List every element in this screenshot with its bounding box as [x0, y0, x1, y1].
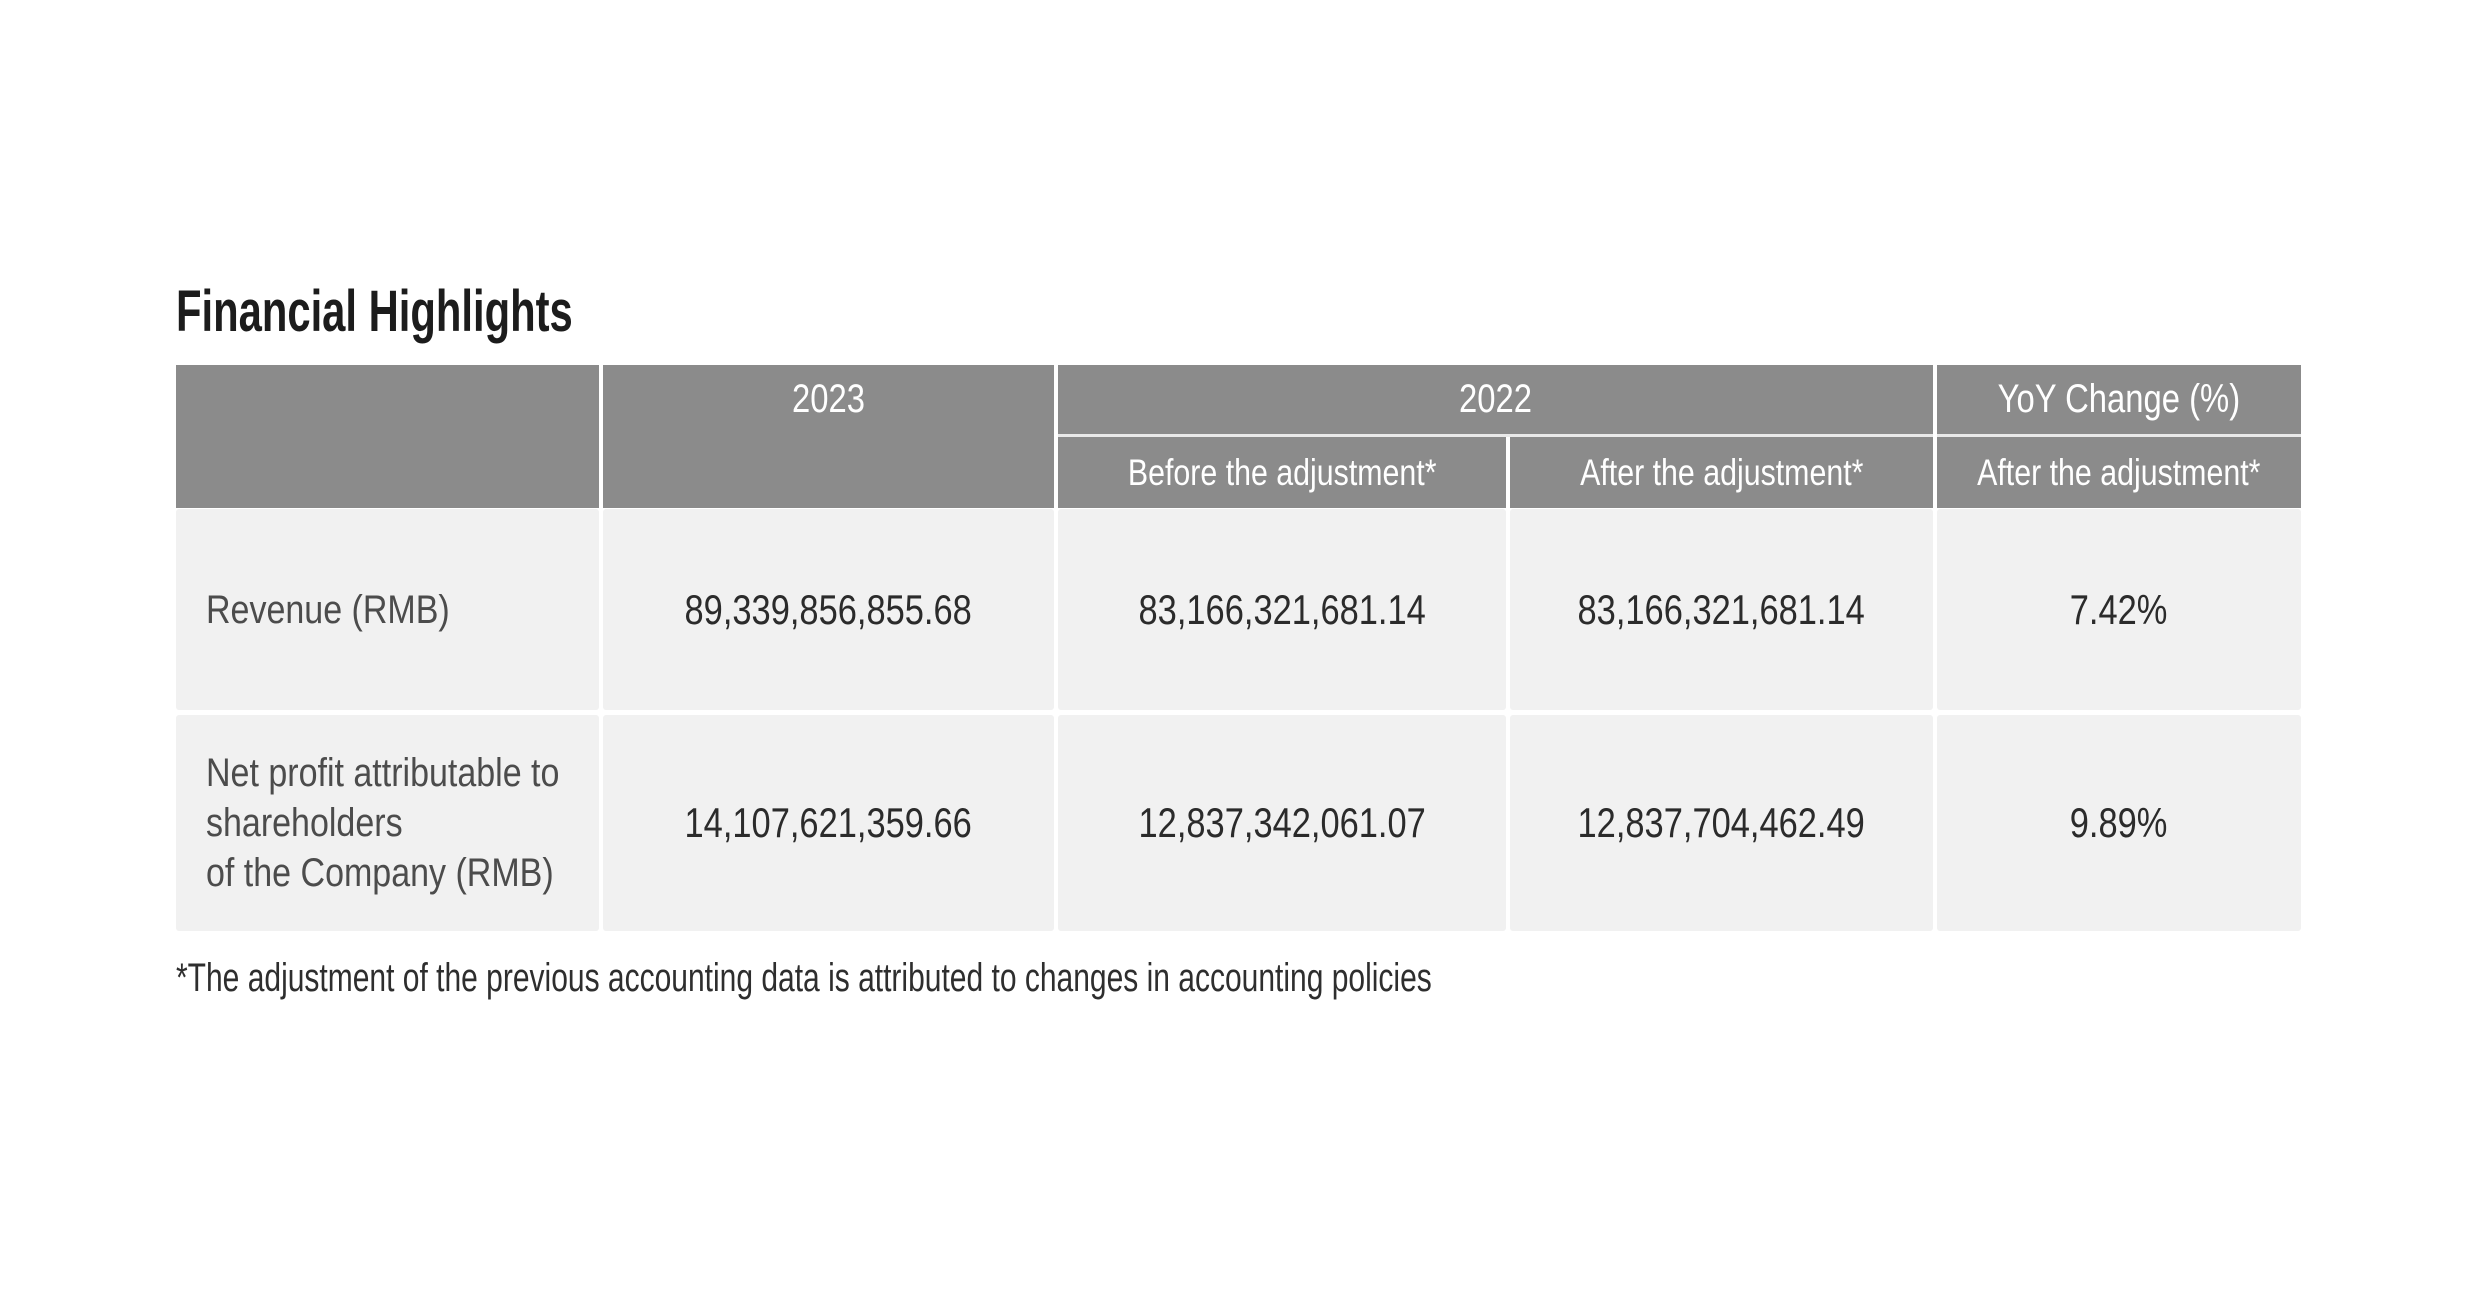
subheader-before-adjustment-cell — [1058, 437, 1506, 508]
header-yoy-change-cell — [1937, 365, 2301, 434]
revenue-2022-before-value: 83,166,321,681.14 — [1138, 585, 1426, 633]
header-2022-cell — [1058, 365, 1933, 434]
net-profit-label-line-3: of the Company (RMB) — [206, 851, 554, 895]
header-empty-cell — [176, 365, 599, 508]
net-profit-row-label — [206, 748, 559, 898]
footnote-text: *The adjustment of the previous accounting data is attributed to changes in accounting policies — [176, 956, 1432, 1000]
page-title-text: Financial Highlights — [176, 279, 573, 344]
revenue-row-label: Revenue (RMB) — [206, 587, 450, 632]
header-2023-cell — [603, 365, 1054, 508]
net-profit-label-line-2: shareholders — [206, 801, 403, 845]
revenue-row-label-cell — [176, 509, 599, 710]
subheader-after-adjustment-cell — [1510, 437, 1933, 508]
subheader-yoy-after-adjustment-label: After the adjustment* — [1977, 451, 2261, 493]
revenue-2022-after-value-cell — [1510, 509, 1933, 710]
table-header — [176, 365, 2301, 508]
page-title — [176, 279, 727, 344]
table-row-net-profit — [176, 715, 2301, 931]
revenue-2023-value-cell — [603, 509, 1054, 710]
net-profit-2022-after-value: 12,837,704,462.49 — [1577, 799, 1866, 846]
revenue-2022-before-value-cell — [1058, 509, 1506, 710]
table-row-revenue — [176, 509, 2301, 710]
revenue-yoy-change-value: 7.42% — [2070, 585, 2168, 633]
financial-highlights-table — [176, 365, 2301, 931]
subheader-yoy-after-adjustment-cell — [1937, 437, 2301, 508]
subheader-after-adjustment-label: After the adjustment* — [1579, 451, 1864, 493]
header-2023-label: 2023 — [792, 377, 865, 421]
net-profit-2022-before-value: 12,837,342,061.07 — [1138, 799, 1426, 846]
net-profit-yoy-change-cell — [1937, 715, 2301, 931]
net-profit-2022-after-value-cell — [1510, 715, 1933, 931]
net-profit-2023-value-cell — [603, 715, 1054, 931]
revenue-yoy-change-cell — [1937, 509, 2301, 710]
header-2023-slot — [603, 365, 1054, 434]
net-profit-2023-value: 14,107,621,359.66 — [684, 799, 973, 846]
net-profit-yoy-change-value: 9.89% — [2070, 799, 2168, 846]
net-profit-label-line-1: Net profit attributable to — [206, 751, 560, 795]
net-profit-row-label-cell — [176, 715, 599, 931]
header-2022-label: 2022 — [1459, 377, 1532, 421]
revenue-2023-value: 89,339,856,855.68 — [684, 585, 973, 633]
revenue-2022-after-value: 83,166,321,681.14 — [1577, 585, 1866, 633]
footnote — [176, 956, 1850, 1000]
header-yoy-change-label: YoY Change (%) — [1997, 377, 2241, 421]
subheader-before-adjustment-label: Before the adjustment* — [1127, 451, 1437, 493]
net-profit-2022-before-value-cell — [1058, 715, 1506, 931]
